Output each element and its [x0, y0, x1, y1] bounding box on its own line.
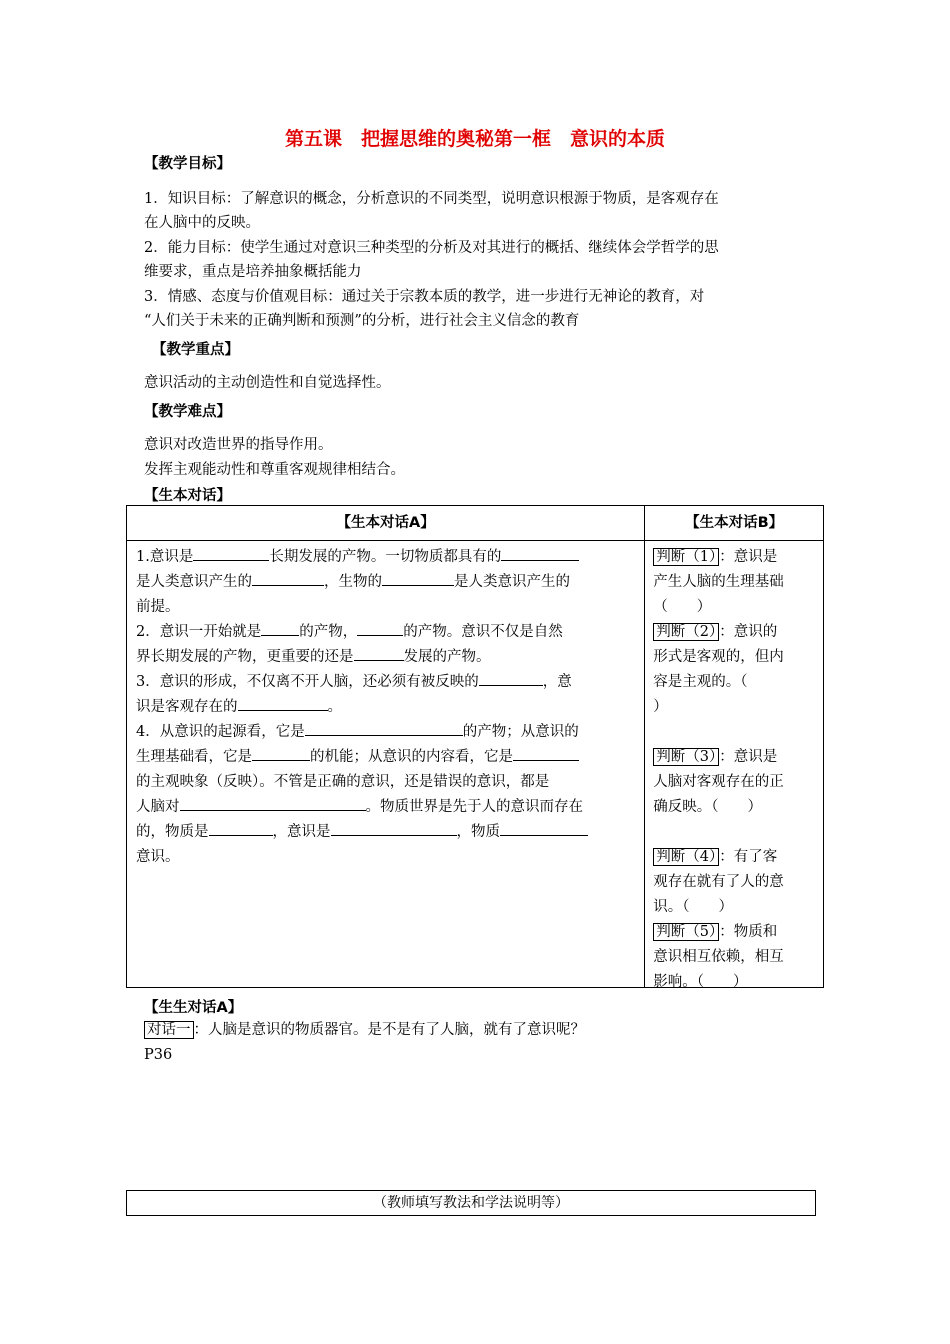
key-header: 【教学重点】	[152, 342, 239, 358]
page-ref: P36	[144, 1047, 173, 1063]
judge-4-line-2: 观存在就有了人的意	[653, 874, 784, 890]
a-line-7: 识是客观存在的 。	[136, 695, 342, 720]
goal-line-4: 维要求，重点是培养抽象概括能力	[144, 264, 362, 280]
judge-4: 判断（4） ：有了客	[653, 845, 815, 870]
goals-header: 【教学目标】	[144, 156, 231, 172]
judge-2: 判断（2） ：意识的	[653, 620, 815, 645]
key-text: 意识活动的主动创造性和自觉选择性。	[144, 375, 391, 391]
judge-1-line-2: 产生人脑的生理基础	[653, 574, 784, 590]
page-title: 第五课 把握思维的奥秘第一框 意识的本质	[284, 128, 665, 150]
difficulty-line-2: 发挥主观能动性和尊重客观规律相结合。	[144, 462, 405, 478]
a-line-11: 人脑对 。物质世界是先于人的意识而存在	[136, 795, 583, 820]
teacher-note-box: （教师填写教法和学法说明等）	[126, 1190, 816, 1216]
judge-3-line-2: 人脑对客观存在的正	[653, 774, 784, 790]
judge-5-line-2: 意识相互依赖，相互	[653, 949, 784, 965]
peer-question: 对话一 ：人脑是意识的物质器官。是不是有了人脑，就有了意识呢？	[144, 1018, 585, 1042]
judge-5: 判断（5） ：物质和	[653, 920, 815, 945]
a-line-12: 的，物质是 ，意识是 ，物质	[136, 820, 588, 845]
a-line-3: 前提。	[136, 599, 180, 615]
col-a-header: 【生本对话A】	[127, 506, 645, 541]
judge-2-line-2: 形式是客观的，但内	[653, 649, 784, 665]
a-line-13: 意识。	[136, 849, 180, 865]
dialog-a-cell	[127, 541, 645, 988]
judge-1: 判断（1） ：意识是	[653, 545, 815, 570]
a-line-10: 的主观映象（反映）。不管是正确的意识，还是错误的意识，都是	[136, 774, 550, 790]
goal-line-2: 在人脑中的反映。	[144, 215, 260, 231]
col-b-header: 【生本对话B】	[645, 506, 824, 541]
a-line-8: 4．从意识的起源看，它是 的产物；从意识的	[136, 720, 579, 745]
goal-line-5: 3．情感、态度与价值观目标：通过关于宗教本质的教学，进一步进行无神论的教育，对	[144, 289, 705, 305]
dialog-header: 【生本对话】	[144, 488, 231, 504]
judge-5-line-3: 影响。（ ）	[653, 974, 748, 990]
judge-2-line-3: 容是主观的。（	[653, 674, 748, 690]
judge-2-line-4: ）	[653, 699, 668, 715]
judge-4-line-3: 识。（ ）	[653, 899, 733, 915]
judge-3: 判断（3） ：意识是	[653, 745, 815, 770]
a-line-2: 是人类意识产生的 ，生物的 是人类意识产生的	[136, 570, 570, 595]
a-line-9: 生理基础看，它是 的机能；从意识的内容看，它是	[136, 745, 579, 770]
dialog-one-label: 对话一	[144, 1021, 194, 1039]
difficulty-line-1: 意识对改造世界的指导作用。	[144, 437, 333, 453]
a-line-4: 2．意识一开始就是 的产物， 的产物。意识不仅是自然	[136, 620, 563, 645]
dialog-table	[126, 505, 824, 988]
dialog-b-cell	[645, 541, 824, 988]
peer-dialog-header: 【生生对话A】	[144, 1000, 243, 1016]
goal-line-1: 1．知识目标：了解意识的概念，分析意识的不同类型，说明意识根源于物质，是客观存在	[144, 191, 719, 207]
a-line-5: 界长期发展的产物，更重要的还是 发展的产物。	[136, 645, 491, 670]
judge-3-line-3: 确反映。（ ）	[653, 799, 762, 815]
goal-line-6: “人们关于未来的正确判断和预测”的分析，进行社会主义信念的教育	[144, 313, 580, 329]
a-line-1: 1.意识是 长期发展的产物。一切物质都具有的	[136, 545, 579, 570]
judge-1-line-3: （ ）	[653, 599, 712, 615]
a-line-6: 3．意识的形成，不仅离不开人脑，还必须有被反映的 ，意	[136, 670, 572, 695]
difficulty-header: 【教学难点】	[144, 404, 231, 420]
goal-line-3: 2．能力目标：使学生通过对意识三种类型的分析及对其进行的概括、继续体会学哲学的思	[144, 240, 719, 256]
